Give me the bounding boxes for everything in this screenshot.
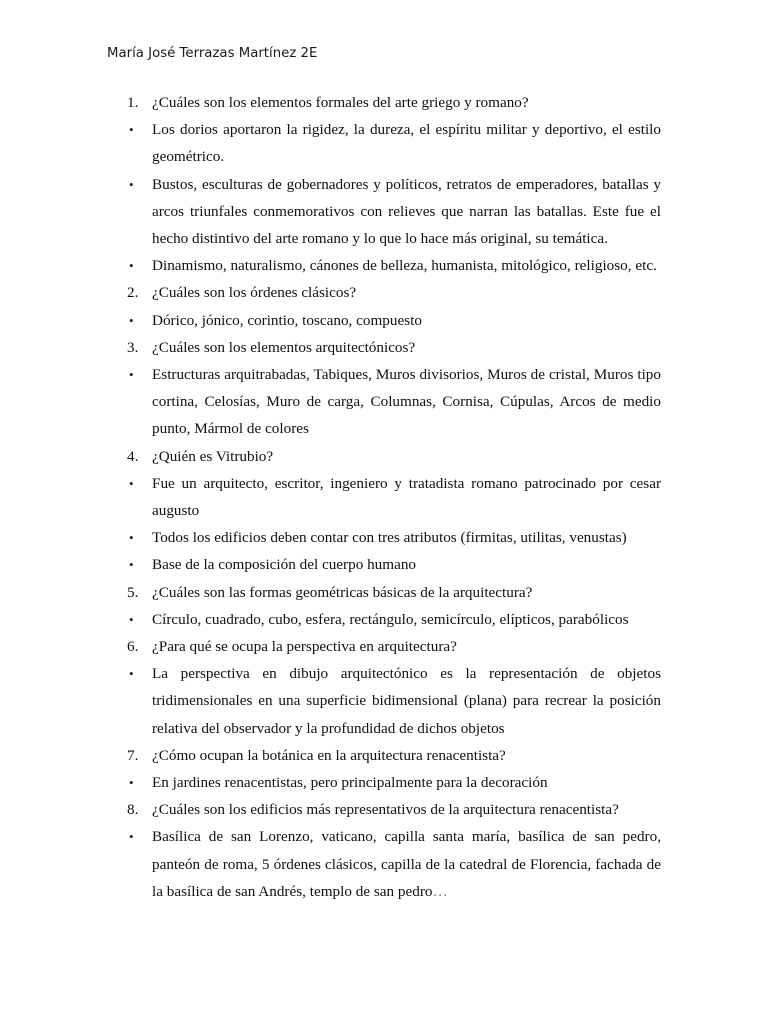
answer-text — [152, 660, 661, 742]
question-item — [107, 279, 661, 306]
answer-bullet-item — [107, 823, 661, 905]
answer-text-content: Dórico, jónico, corintio, toscano, compuesto — [152, 311, 422, 329]
bullet-marker: • — [129, 775, 134, 791]
question-text — [152, 89, 661, 116]
question-text — [152, 742, 661, 769]
answer-text-content: Basílica de san Lorenzo, vaticano, capilla santa maría, basílica de san pedro, panteón de roma, 5 órdenes clásicos, capilla de la catedral de Florencia, fachada de la basílica de san Andrés, templo de san pedro — [152, 828, 661, 900]
qa-list — [107, 89, 661, 905]
trailing-ellipsis: … — [432, 882, 448, 900]
answer-text — [152, 252, 661, 279]
bullet-marker: • — [129, 530, 134, 546]
answer-bullet-item — [107, 524, 661, 551]
answer-text-content: En jardines renacentistas, pero principalmente para la decoración — [152, 774, 548, 792]
question-number: 5. — [127, 583, 139, 601]
question-text — [152, 579, 661, 606]
question-text — [152, 443, 661, 470]
question-number: 2. — [127, 284, 139, 302]
question-text — [152, 334, 661, 361]
bullet-marker: • — [129, 611, 134, 627]
question-number: 4. — [127, 447, 139, 465]
answer-text-content: Dinamismo, naturalismo, cánones de belleza, humanista, mitológico, religioso, etc. — [152, 257, 657, 275]
answer-text — [152, 307, 661, 334]
answer-text — [152, 769, 661, 796]
answer-text — [152, 524, 661, 551]
answer-text — [152, 470, 661, 524]
answer-text — [152, 116, 661, 170]
answer-bullet-item — [107, 361, 661, 443]
answer-text-content: Los dorios aportaron la rigidez, la dureza, el espíritu militar y deportivo, el estilo geométrico. — [152, 121, 661, 166]
answer-bullet-item — [107, 171, 661, 253]
question-text-content: ¿Cuáles son los órdenes clásicos? — [152, 284, 357, 302]
question-number: 7. — [127, 746, 139, 764]
answer-bullet-item — [107, 660, 661, 742]
question-text-content: ¿Quién es Vitrubio? — [152, 447, 274, 465]
answer-bullet-item — [107, 307, 661, 334]
answer-bullet-item — [107, 606, 661, 633]
question-item — [107, 633, 661, 660]
answer-text — [152, 171, 661, 253]
question-item — [107, 579, 661, 606]
bullet-marker: • — [129, 312, 134, 328]
answer-text-content: Fue un arquitecto, escritor, ingeniero y tratadista romano patrocinado por cesar augusto — [152, 474, 661, 520]
question-text — [152, 633, 661, 660]
answer-bullet-item — [107, 551, 661, 578]
question-text-content: ¿Cuáles son los edificios más representativos de la arquitectura renacentista? — [152, 801, 619, 819]
author-header: María José Terrazas Martínez 2E — [107, 46, 318, 61]
question-text-content: ¿Cómo ocupan la botánica en la arquitectura renacentista? — [152, 746, 506, 764]
question-number: 3. — [127, 338, 139, 356]
question-item — [107, 742, 661, 769]
question-number: 8. — [127, 801, 139, 819]
question-item — [107, 443, 661, 470]
answer-text — [152, 361, 661, 443]
question-text-content: ¿Cuáles son los elementos arquitectónicos? — [152, 338, 416, 356]
question-text-content: ¿Para qué se ocupa la perspectiva en arquitectura? — [152, 638, 457, 656]
question-item — [107, 796, 661, 823]
question-text-content: ¿Cuáles son las formas geométricas básicas de la arquitectura? — [152, 583, 533, 601]
question-item — [107, 334, 661, 361]
answer-text-content: Todos los edificios deben contar con tres atributos (firmitas, utilitas, venustas) — [152, 529, 627, 547]
answer-bullet-item — [107, 252, 661, 279]
bullet-marker: • — [129, 176, 134, 192]
bullet-marker: • — [129, 475, 134, 491]
question-text-content: ¿Cuáles son los elementos formales del arte griego y romano? — [152, 94, 529, 111]
question-text — [152, 279, 661, 306]
bullet-marker: • — [129, 557, 134, 573]
answer-text-content: La perspectiva en dibujo arquitectónico es la representación de objetos tridimensionales en una superficie bidimensional (plana) para recrear la posición relativa del observador y la profundidad de dichos objetos — [152, 665, 661, 737]
answer-text-content: Bustos, esculturas de gobernadores y políticos, retratos de emperadores, batallas y arcos triunfales conmemorativos con relieves que narran las batallas. Este fue el hecho distintivo del arte romano y lo que lo hace más original, su temática. — [152, 175, 661, 248]
bullet-marker: • — [129, 367, 134, 383]
question-text — [152, 796, 661, 823]
answer-text — [152, 823, 661, 905]
bullet-marker: • — [129, 666, 134, 682]
answer-text — [152, 606, 661, 633]
question-number: 1. — [127, 94, 139, 111]
answer-text-content: Base de la composición del cuerpo humano — [152, 556, 417, 574]
answer-bullet-item — [107, 470, 661, 524]
question-item — [107, 89, 661, 116]
answer-bullet-item — [107, 116, 661, 170]
answer-text — [152, 551, 661, 578]
bullet-marker: • — [129, 122, 134, 138]
answer-bullet-item — [107, 769, 661, 796]
question-number: 6. — [127, 638, 139, 656]
answer-text-content: Círculo, cuadrado, cubo, esfera, rectángulo, semicírculo, elípticos, parabólicos — [152, 610, 629, 628]
bullet-marker: • — [129, 829, 134, 845]
answer-text-content: Estructuras arquitrabadas, Tabiques, Muros divisorios, Muros de cristal, Muros tipo cortina, Celosías, Muro de carga, Columnas, Cornisa, Cúpulas, Arcos de medio punto, Mármol de colores — [152, 366, 661, 438]
bullet-marker: • — [129, 258, 134, 274]
